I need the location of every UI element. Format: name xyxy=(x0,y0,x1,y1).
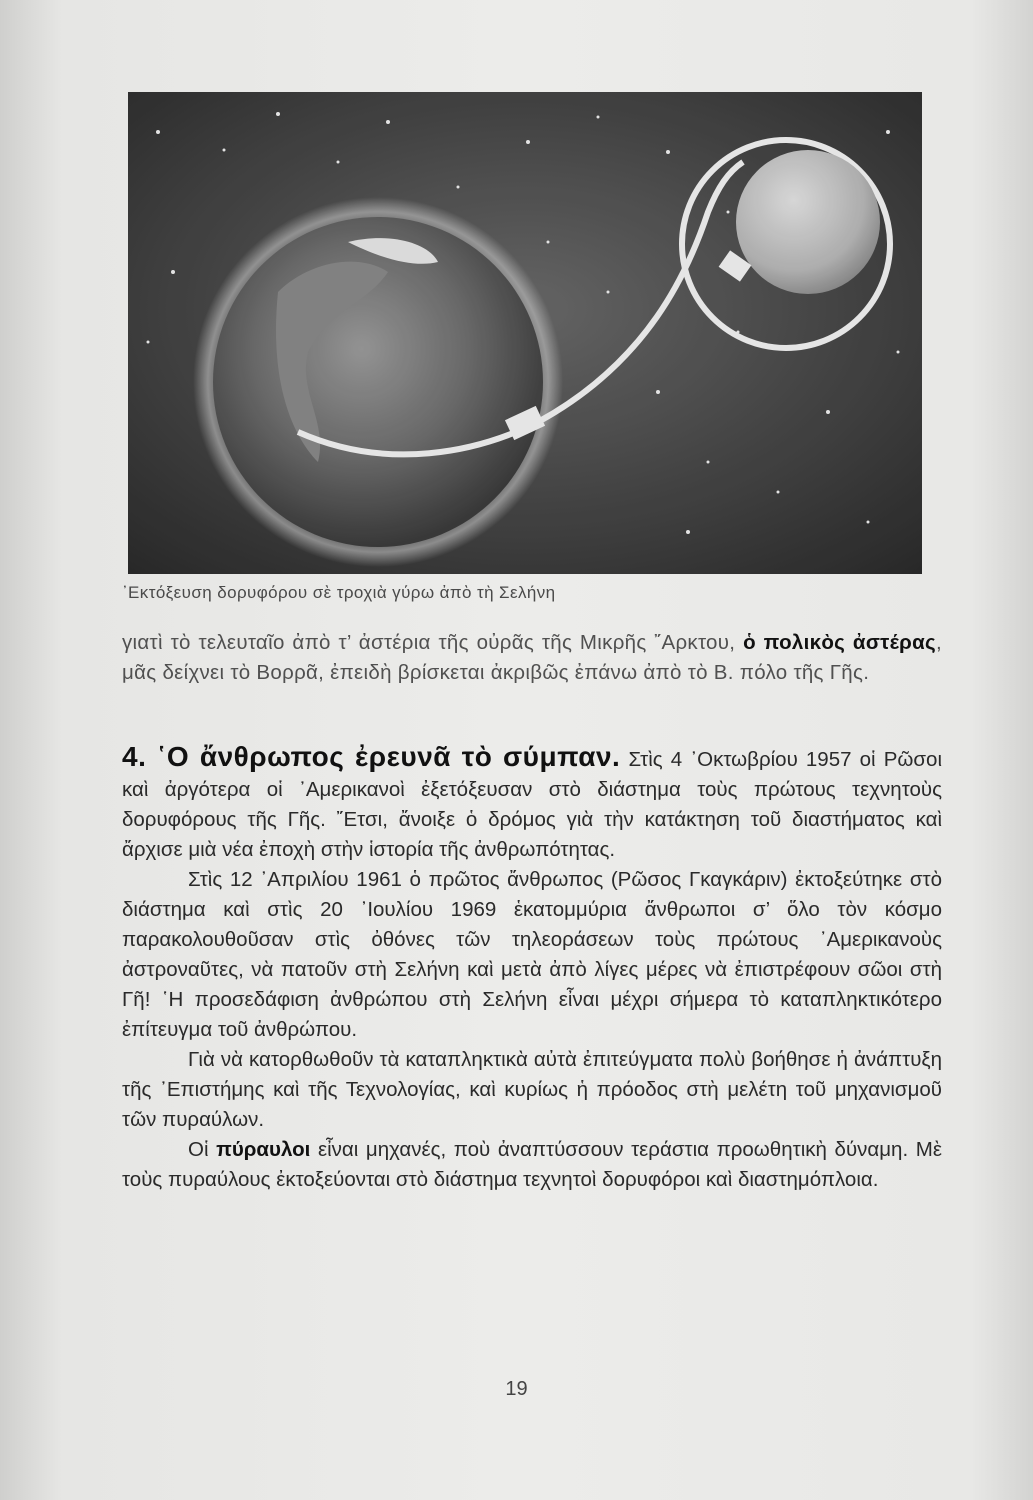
section-p1-text: Στὶς 4 ᾿Οκτωβρίου 1957 οἱ Ρῶσοι καὶ ἀργότερα οἱ ᾿Αμερικανοὶ ἐξετόξευσαν στὸ διάστημα τοὺς πρώτους τεχνητοὺς δορυφόρους τῆς Γῆς. ῎Ετσι, ἄνοιξε ὁ δρόμος γιὰ τὴν κατάκτηση τοῦ διαστήματος καὶ ἄρχισε μιὰ νέα ἐποχὴ στὴν ἱστορία τῆς ἀνθρωπότητας. xyxy=(122,748,942,861)
intro-text-1: γιατὶ τὸ τελευταῖο ἀπὸ τ’ ἀστέρια τῆς οὐρᾶς τῆς Μικρῆς ῎Αρκτου, xyxy=(122,631,744,654)
rockets-term: πύραυλοι xyxy=(216,1138,311,1161)
p4-post: εἶναι μηχανές, ποὺ ἀναπτύσσουν τεράστια προωθητικὴ δύναμη. Μὲ τοὺς πυραύλους ἐκτοξεύονται στὸ διάστημα τεχνητοὶ δορυφόροι καὶ διαστημόπλοια. xyxy=(122,1138,942,1191)
intro-text-2: , μᾶς δείχνει τὸ Βορρᾶ, ἐπειδὴ βρίσκεται ἀκριβῶς ἐπάνω ἀπὸ τὸ Β. πόλο τῆς Γῆς. xyxy=(122,631,942,684)
section-heading: 4. ῾Ο ἄνθρωπος ἐρευνᾶ τὸ σύμπαν. xyxy=(122,741,621,772)
section-paragraph-1 xyxy=(122,742,942,865)
space-illustration xyxy=(128,92,922,574)
intro-paragraph xyxy=(122,628,942,688)
section-4 xyxy=(122,742,942,1195)
polaris-term: ὁ πολικὸς ἀστέρας xyxy=(743,631,936,654)
section-paragraph-4 xyxy=(122,1135,942,1195)
page-number: 19 xyxy=(505,1378,528,1400)
section-paragraph-2: Στὶς 12 ᾿Απριλίου 1961 ὁ πρῶτος ἄνθρωπος (Ρῶσος Γκαγκάριν) ἐκτοξεύτηκε στὸ διάστημα καὶ στὶς 20 ᾿Ιουλίου 1969 ἑκατομμύρια ἄνθρωποι σ’ ὅλο τὸν κόσμο παρακολουθοῦσαν στὶς ὀθόνες τῶν τηλεοράσεων τοὺς πρώτους ᾿Αμερικανοὺς ἀστροναῦτες, νὰ πατοῦν στὴ Σελήνη καὶ μετὰ ἀπὸ λίγες μέρες νὰ ἐπιστρέφουν σῶοι στὴ Γῆ! ῾Η προσεδάφιση ἀνθρώπου στὴ Σελήνη εἶναι μέχρι σήμερα τὸ καταπληκτικότερο ἐπίτευγμα τοῦ ἀνθρώπου. xyxy=(122,868,942,1041)
section-paragraph-3: Γιὰ νὰ κατορθωθοῦν τὰ καταπληκτικὰ αὐτὰ ἐπιτεύγματα πολὺ βοήθησε ἡ ἀνάπτυξη τῆς ᾿Επιστήμης καὶ τῆς Τεχνολογίας, καὶ κυρίως ἡ πρόοδος στὴ μελέτη τοῦ μηχανισμοῦ τῶν πυραύλων. xyxy=(122,1048,942,1131)
figure-caption: ᾿Εκτόξευση δορυφόρου σὲ τροχιὰ γύρω ἀπὸ τὴ Σελήνη xyxy=(122,583,556,602)
p4-pre: Οἱ xyxy=(188,1138,217,1161)
